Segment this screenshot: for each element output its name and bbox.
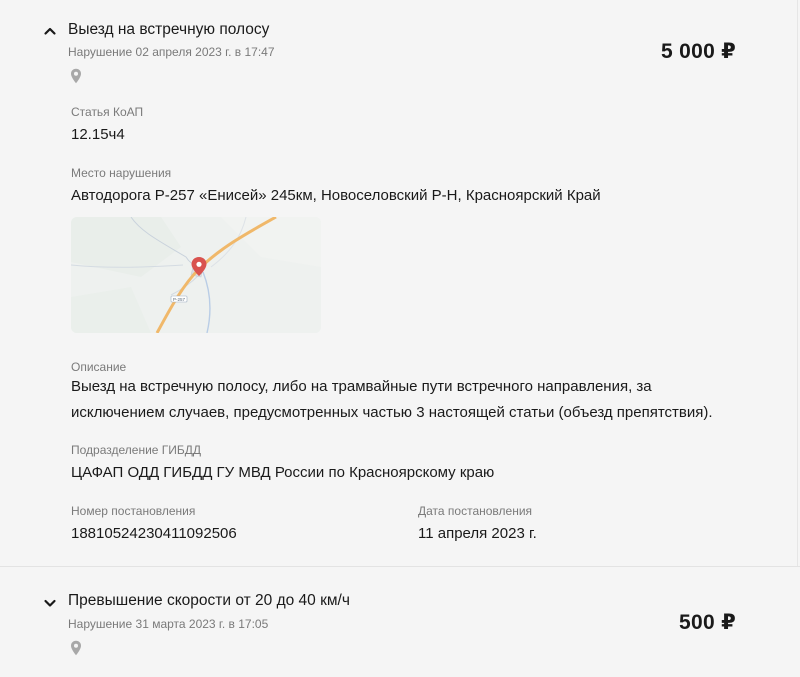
fine-title[interactable]: Выезд на встречную полосу bbox=[68, 21, 270, 38]
resolution-number-label: Номер постановления bbox=[71, 504, 196, 518]
resolution-date-label: Дата постановления bbox=[418, 504, 533, 518]
fine-title[interactable]: Превышение скорости от 20 до 40 км/ч bbox=[68, 592, 350, 609]
fine-amount: 500 ₽ bbox=[679, 611, 736, 634]
article-label: Статья КоАП bbox=[71, 105, 144, 119]
fine-card-collapsed bbox=[0, 567, 797, 677]
chevron-up-icon[interactable] bbox=[43, 24, 57, 38]
article-value: 12.15ч4 bbox=[71, 126, 125, 143]
fine-amount: 5 000 ₽ bbox=[661, 40, 737, 63]
road-shield-label: Р-257 bbox=[172, 297, 186, 302]
resolution-number-value: 18810524230411092506 bbox=[71, 525, 237, 542]
description-label: Описание bbox=[71, 360, 127, 374]
violation-map[interactable] bbox=[71, 217, 321, 333]
division-label: Подразделение ГИБДД bbox=[71, 443, 202, 457]
location-pin-icon[interactable] bbox=[70, 640, 82, 656]
violation-date: Нарушение 02 апреля 2023 г. в 17:47 bbox=[68, 45, 275, 59]
map-image bbox=[71, 217, 321, 333]
place-value: Автодорога Р-257 «Енисей» 245км, Новоселовский Р-Н, Красноярский Край bbox=[71, 187, 601, 204]
place-label: Место нарушения bbox=[71, 166, 172, 180]
location-pin-icon[interactable] bbox=[70, 68, 82, 84]
resolution-date-value: 11 апреля 2023 г. bbox=[418, 525, 537, 542]
division-value: ЦАФАП ОДД ГИБДД ГУ МВД России по Красноярскому краю bbox=[71, 464, 495, 481]
description-value: Выезд на встречную полосу, либо на трамвайные пути встречного направления, за исключением случаев, предусмотренных частью 3 настоящей статьи (объезд препятствия). bbox=[71, 378, 713, 421]
chevron-down-icon[interactable] bbox=[43, 596, 57, 610]
violation-date: Нарушение 31 марта 2023 г. в 17:05 bbox=[68, 617, 269, 631]
